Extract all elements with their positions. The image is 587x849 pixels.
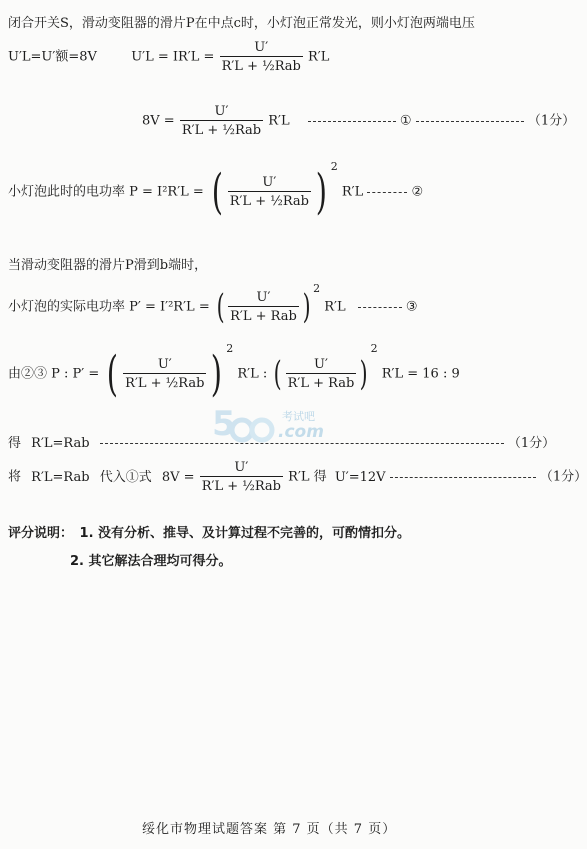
result-2-text: R′L=Rab (31, 469, 90, 485)
watermark-domain: .com (278, 422, 324, 442)
equation-rated-lhs: U′L=U′额=8V (8, 49, 97, 65)
left-parenthesis: ( (216, 287, 225, 327)
equation-3-marker: ③ (405, 299, 418, 315)
ratio-mid: R′L : (237, 366, 268, 382)
left-parenthesis: ( (274, 354, 282, 394)
result-1-score: （1分） (507, 436, 556, 451)
result-1 (8, 432, 555, 451)
fraction (220, 40, 303, 74)
fraction (228, 290, 299, 324)
fraction-numerator: U′ (123, 357, 206, 374)
page-footer: 绥化市物理试题答案 第 7 页（共 7 页） (142, 822, 397, 837)
fraction (286, 357, 357, 391)
fraction-numerator: U′ (200, 460, 283, 477)
exponent: 2 (313, 282, 321, 295)
grading-notes-1 (8, 522, 410, 541)
result-2-prefix: 将 (8, 469, 22, 485)
left-parenthesis: ( (211, 164, 223, 220)
fraction-denominator: R′L + ½Rab (229, 194, 309, 209)
fraction-numerator: U′ (228, 175, 311, 192)
exponent: 2 (370, 342, 378, 355)
fraction (123, 357, 206, 391)
equation-rated-tail: R′L (308, 49, 330, 65)
fraction (180, 104, 263, 138)
equation-3-tail: R′L (324, 299, 346, 315)
slide-to-b-text: 当滑动变阻器的滑片P滑到b端时， (8, 258, 208, 273)
result-2-answer: U′=12V (334, 469, 386, 485)
leader-line (100, 443, 504, 444)
leader-line (358, 307, 402, 308)
equation-3-label: 小灯泡的实际电功率 (8, 299, 126, 315)
fraction-numerator: U′ (286, 357, 357, 374)
equation-1 (142, 104, 575, 138)
fraction-numerator: U′ (180, 104, 263, 121)
fraction-denominator: R′L + Rab (287, 376, 355, 391)
ratio-label: 由②③ (8, 366, 48, 382)
result-1-text: R′L=Rab (31, 436, 90, 451)
equation-3 (8, 282, 418, 327)
fraction (228, 175, 311, 209)
result-2-tail: R′L 得 (288, 469, 327, 485)
leader-line (390, 477, 536, 478)
equation-1-tail: R′L (268, 113, 290, 129)
right-parenthesis: ) (302, 287, 311, 327)
equation-1-lhs: 8V = (142, 113, 175, 129)
fraction-numerator: U′ (220, 40, 303, 57)
fraction-denominator: R′L + Rab (230, 309, 297, 324)
equation-1-score: （1分） (527, 113, 576, 129)
fraction-denominator: R′L + ½Rab (201, 479, 282, 494)
fraction-denominator: R′L + ½Rab (221, 59, 301, 74)
grading-notes-label: 评分说明： (8, 526, 74, 541)
equation-2-label: 小灯泡此时的电功率 (8, 184, 126, 200)
right-parenthesis: ) (359, 354, 368, 394)
equation-2-marker: ② (411, 184, 424, 200)
leader-line (308, 121, 396, 122)
exponent: 2 (226, 342, 234, 355)
fraction-denominator: R′L + ½Rab (125, 376, 205, 391)
result-2-score: （1分） (539, 469, 587, 485)
ratio-lhs: P : P′ = (51, 366, 100, 382)
left-parenthesis: ( (107, 346, 119, 402)
right-parenthesis: ) (211, 346, 223, 402)
intro-text: 闭合开关S，滑动变阻器的滑片P在中点c时，小灯泡正常发光，则小灯泡两端电压 (8, 16, 475, 31)
equation-3-lhs: P′ = I′²R′L = (129, 299, 210, 315)
leader-line (367, 192, 407, 193)
exponent: 2 (330, 160, 338, 173)
result-2-mid: 代入①式 (99, 469, 152, 485)
result-2 (8, 460, 587, 494)
watermark-logo-mark: 5 (212, 404, 233, 444)
fraction-denominator: R′L + ½Rab (181, 123, 262, 138)
fraction (200, 460, 283, 494)
result-2-lhs: 8V = (161, 469, 195, 485)
equation-2 (8, 160, 424, 220)
ratio-tail: R′L = 16 : 9 (381, 366, 460, 382)
grading-notes-2: 2. 其它解法合理均可得分。 (70, 554, 232, 569)
equation-ratio (8, 342, 460, 402)
result-1-prefix: 得 (8, 436, 22, 451)
right-parenthesis: ) (315, 164, 327, 220)
equation-1-marker: ① (399, 113, 412, 129)
leader-line (416, 121, 524, 122)
watermark-site: 考试吧 (282, 410, 315, 423)
equation-rated-mid: U′L = IR′L = (131, 49, 215, 65)
grading-notes-item-1: 1. 没有分析、推导、及计算过程不完善的，可酌情扣分。 (79, 526, 411, 541)
equation-2-tail: R′L (341, 184, 364, 200)
equation-2-lhs: P = I²R′L = (129, 184, 204, 200)
equation-rated-voltage (8, 40, 329, 74)
fraction-numerator: U′ (228, 290, 299, 307)
